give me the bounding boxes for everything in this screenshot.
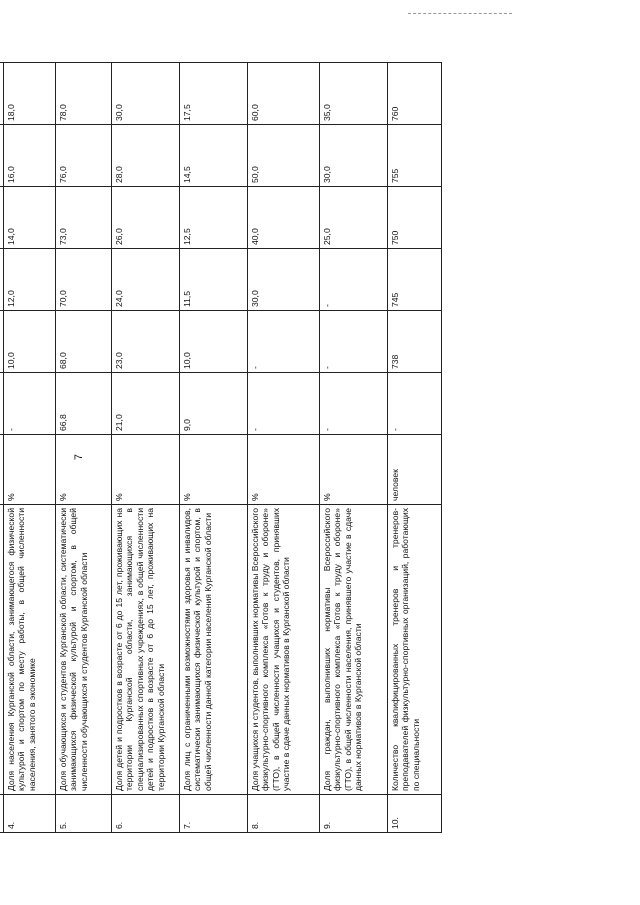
row-number: 7. xyxy=(179,795,247,833)
table-row xyxy=(319,62,387,832)
table-row xyxy=(387,62,441,832)
indicator-name: Доля граждан, выполнивших нормативы Всероссийского физкультурно-спортивного комплекса «Готов к труду и обороне» (ГТО), в общей численности населения, принявшего участие в сдаче данных нормативов в Курганской области xyxy=(319,505,387,795)
value-cell: 30,0 xyxy=(319,125,387,187)
value-cell: - xyxy=(3,373,55,435)
table-row xyxy=(247,62,319,832)
value-cell: 60,0 xyxy=(247,62,319,124)
value-cell: 738 xyxy=(387,311,441,373)
table-row xyxy=(111,62,179,832)
value-cell: 50,0 xyxy=(247,125,319,187)
table-row xyxy=(3,62,55,832)
value-cell: 10,0 xyxy=(179,311,247,373)
unit-cell: % xyxy=(55,435,111,505)
unit-cell: % xyxy=(3,435,55,505)
value-cell: - xyxy=(247,373,319,435)
value-cell: 35,0 xyxy=(319,62,387,124)
unit-cell: % xyxy=(319,435,387,505)
value-cell: 24,0 xyxy=(111,249,179,311)
target-indicators-table xyxy=(0,62,442,833)
value-cell: 23,0 xyxy=(111,311,179,373)
unit-cell: % xyxy=(111,435,179,505)
value-cell: 14,0 xyxy=(3,187,55,249)
value-cell: 9,0 xyxy=(179,373,247,435)
indicator-name: Доля обучающихся и студентов Курганской области, систематически занимающихся физической культурой и спортом, в общей численности обучающихся и студентов Курганской области xyxy=(55,505,111,795)
row-number: 6. xyxy=(111,795,179,833)
value-cell: 73,0 xyxy=(55,187,111,249)
value-cell: 12,5 xyxy=(179,187,247,249)
value-cell: 68,0 xyxy=(55,311,111,373)
value-cell: 30,0 xyxy=(111,62,179,124)
value-cell: 750 xyxy=(387,187,441,249)
value-cell: 25,0 xyxy=(319,187,387,249)
row-number: 9. xyxy=(319,795,387,833)
value-cell: 16,0 xyxy=(3,125,55,187)
indicator-name: Доля лиц с ограниченными возможностями здоровья и инвалидов, систематически занимающихся физической культурой и спортом, в общей численности данной категории населения Курганской области xyxy=(179,505,247,795)
value-cell: 40,0 xyxy=(247,187,319,249)
value-cell: - xyxy=(319,373,387,435)
value-cell: 26,0 xyxy=(111,187,179,249)
table-row xyxy=(179,62,247,832)
scan-artifact-line xyxy=(408,13,512,14)
indicator-name: Количество квалифицированных тренеров и тренеров-преподавателей физкультурно-спортивных организаций, работающих по специальности xyxy=(387,505,441,795)
value-cell: 11,5 xyxy=(179,249,247,311)
value-cell: - xyxy=(319,311,387,373)
value-cell: 17,5 xyxy=(179,62,247,124)
value-cell: 14,5 xyxy=(179,125,247,187)
row-number: 8. xyxy=(247,795,319,833)
value-cell: 76,0 xyxy=(55,125,111,187)
value-cell: 755 xyxy=(387,125,441,187)
unit-cell: % xyxy=(179,435,247,505)
value-cell: 10,0 xyxy=(3,311,55,373)
value-cell: 18,0 xyxy=(3,62,55,124)
value-cell: - xyxy=(319,249,387,311)
unit-cell: человек xyxy=(387,435,441,505)
value-cell: 745 xyxy=(387,249,441,311)
value-cell: 66,8 xyxy=(55,373,111,435)
value-cell: 78,0 xyxy=(55,62,111,124)
value-cell: - xyxy=(387,373,441,435)
indicator-name: Доля детей и подростков в возрасте от 6 до 15 лет, проживающих на территории Курганской области, занимающихся в специализированных спортивных учреждениях, в общей численности детей и подростков в возрасте от 6 до 15 лет, проживающих на территории Курганской области xyxy=(111,505,179,795)
value-cell: 760 xyxy=(387,62,441,124)
value-cell: - xyxy=(247,311,319,373)
value-cell: 12,0 xyxy=(3,249,55,311)
table-row xyxy=(55,62,111,832)
value-cell: 30,0 xyxy=(247,249,319,311)
indicator-name: Доля населения Курганской области, занимающегося физической культурой и спортом по месту работы, в общей численности населения, занятого в экономике xyxy=(3,505,55,795)
row-number: 10. xyxy=(387,795,441,833)
unit-cell: % xyxy=(247,435,319,505)
page-number: 7 xyxy=(73,453,86,461)
value-cell: 21,0 xyxy=(111,373,179,435)
row-number: 4. xyxy=(3,795,55,833)
indicator-name: Доля учащихся и студентов, выполнивших нормативы Всероссийского физкультурно-спортивного комплекса «Готов к труду и обороне» (ГТО), в общей численности учащихся и студентов, принявших участие в сдаче данных нормативов в Курганской области xyxy=(247,505,319,795)
rotated-table-wrapper xyxy=(0,63,442,833)
value-cell: 28,0 xyxy=(111,125,179,187)
row-number: 5. xyxy=(55,795,111,833)
value-cell: 70,0 xyxy=(55,249,111,311)
